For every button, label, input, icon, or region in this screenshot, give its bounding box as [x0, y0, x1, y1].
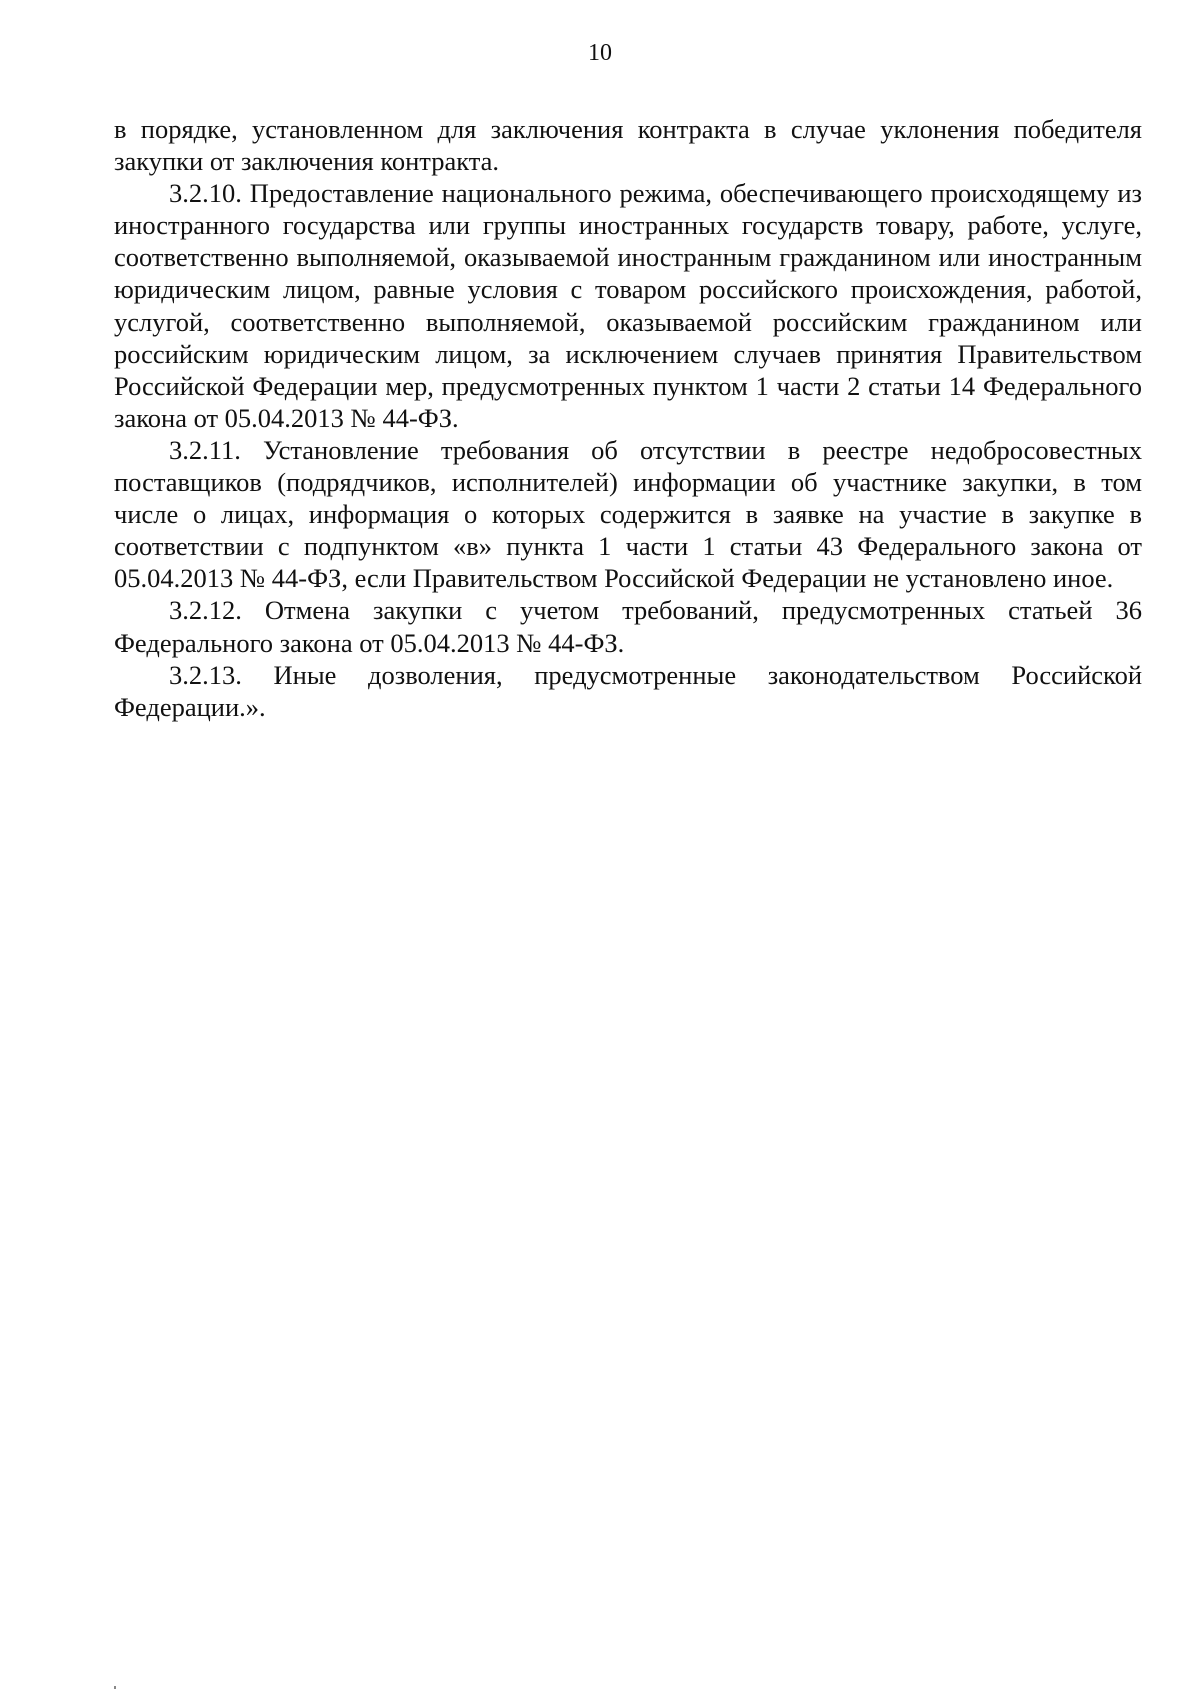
paragraph-3-2-10: 3.2.10. Предоставление национального режима, обеспечивающего происходящему из иностранного государства или группы иностранных государств товару, работе, услуге, соответственно выполняемой, оказываемой иностранным гражданином или иностранным юридическим лицом, равные условия с товаром российского происхождения, работой, услугой, соответственно выполняемой, оказываемой российским гражданином или российским юридическим лицом, за исключением случаев принятия Правительством Российской Федерации мер, предусмотренных пунктом 1 части 2 статьи 14 Федерального закона от 05.04.2013 № 44-ФЗ. — [114, 178, 1142, 433]
page-number: 10 — [588, 40, 612, 66]
document-body — [114, 113, 1142, 723]
paragraph-3-2-12: 3.2.12. Отмена закупки с учетом требований, предусмотренных статьей 36 Федерального закона от 05.04.2013 № 44-ФЗ. — [114, 595, 1142, 658]
paragraph-3-2-11: 3.2.11. Установление требования об отсутствии в реестре недобросовестных поставщиков (подрядчиков, исполнителей) информации об участнике закупки, в том числе о лицах, информация о которых содержится в заявке на участие в закупке в соответствии с подпунктом «в» пункта 1 части 1 статьи 43 Федерального закона от 05.04.2013 № 44-ФЗ, если Правительством Российской Федерации не установлено иное. — [114, 434, 1142, 594]
scan-artifact — [114, 1686, 116, 1689]
paragraph-3-2-13: 3.2.13. Иные дозволения, предусмотренные законодательством Российской Федерации.». — [114, 659, 1142, 722]
paragraph-continuation: в порядке, установленном для заключения контракта в случае уклонения победителя закупки от заключения контракта. — [114, 114, 1142, 177]
